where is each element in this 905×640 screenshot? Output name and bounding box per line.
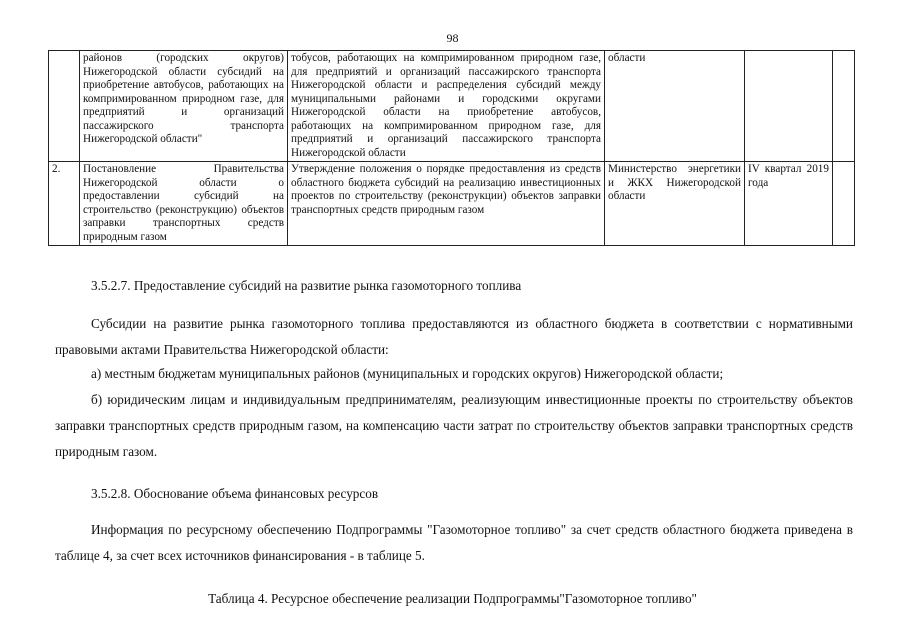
cell-extra (833, 162, 855, 246)
table-caption: Таблица 4. Ресурсное обеспечение реализации Подпрограммы"Газомоторное топливо" (208, 591, 697, 606)
paragraph-subsidies-intro: Субсидии на развитие рынка газомоторного топлива предоставляются из областного бюджета в соответствии с нормативными правовыми актами Правительства Нижегородской области: (55, 316, 853, 357)
list-item-a: а) местным бюджетам муниципальных районов (муниципальных и городских округов) Нижегородской области; (91, 366, 724, 381)
section-heading-3-5-2-7: 3.5.2.7. Предоставление субсидий на развитие рынка газомоторного топлива (91, 278, 522, 293)
table-row (49, 51, 855, 162)
cell-num: 2. (49, 162, 80, 246)
cell-description: тобусов, работающих на компримированном природном газе, для предприятий и организаций пассажирского транспорта Нижегородской области и распределения субсидий между муниципальными районами и городскими округами Нижегородской области на приобретение автобусов, работающих на компримированном природном газе, для предприятий и организаций пассажирского транспорта Нижегородской области (288, 51, 605, 162)
cell-document-name: районов (городских округов) Нижегородской области субсидий на приобретение автобусов, работающих на компримированном природном газе, для предприятий и организаций пассажирского транспорта Нижегородской области" (80, 51, 288, 162)
cell-document-name: Постановление Правительства Нижегородской области о предоставлении субсидий на строительство (реконструкцию) объектов заправки транспортных средств природным газом (80, 162, 288, 246)
table-row (49, 162, 855, 246)
page-number: 98 (446, 31, 459, 45)
list-item-b: б) юридическим лицам и индивидуальным предпринимателям, реализующим инвестиционные проекты по строительству объектов заправки транспортных средств природным газом, на компенсацию части затрат по строительству объектов заправки транспортных средств природным газом. (55, 392, 853, 459)
cell-executor: Министерство энергетики и ЖКХ Нижегородской области (605, 162, 745, 246)
cell-extra (833, 51, 855, 162)
cell-description: Утверждение положения о порядке предоставления из средств областного бюджета субсидий на реализацию инвестиционных проектов по строительству (реконструкции) объектов заправки транспортных средств природным газом (288, 162, 605, 246)
paragraph-resources: Информация по ресурсному обеспечению Подпрограммы "Газомоторное топливо" за счет средств областного бюджета приведена в таблице 4, за счет всех источников финансирования - в таблице 5. (55, 522, 853, 563)
cell-executor: области (605, 51, 745, 162)
cell-num (49, 51, 80, 162)
section-heading-3-5-2-8: 3.5.2.8. Обоснование объема финансовых ресурсов (91, 486, 379, 501)
cell-deadline (745, 51, 833, 162)
cell-deadline: IV квартал 2019 года (745, 162, 833, 246)
measures-table (48, 50, 855, 246)
